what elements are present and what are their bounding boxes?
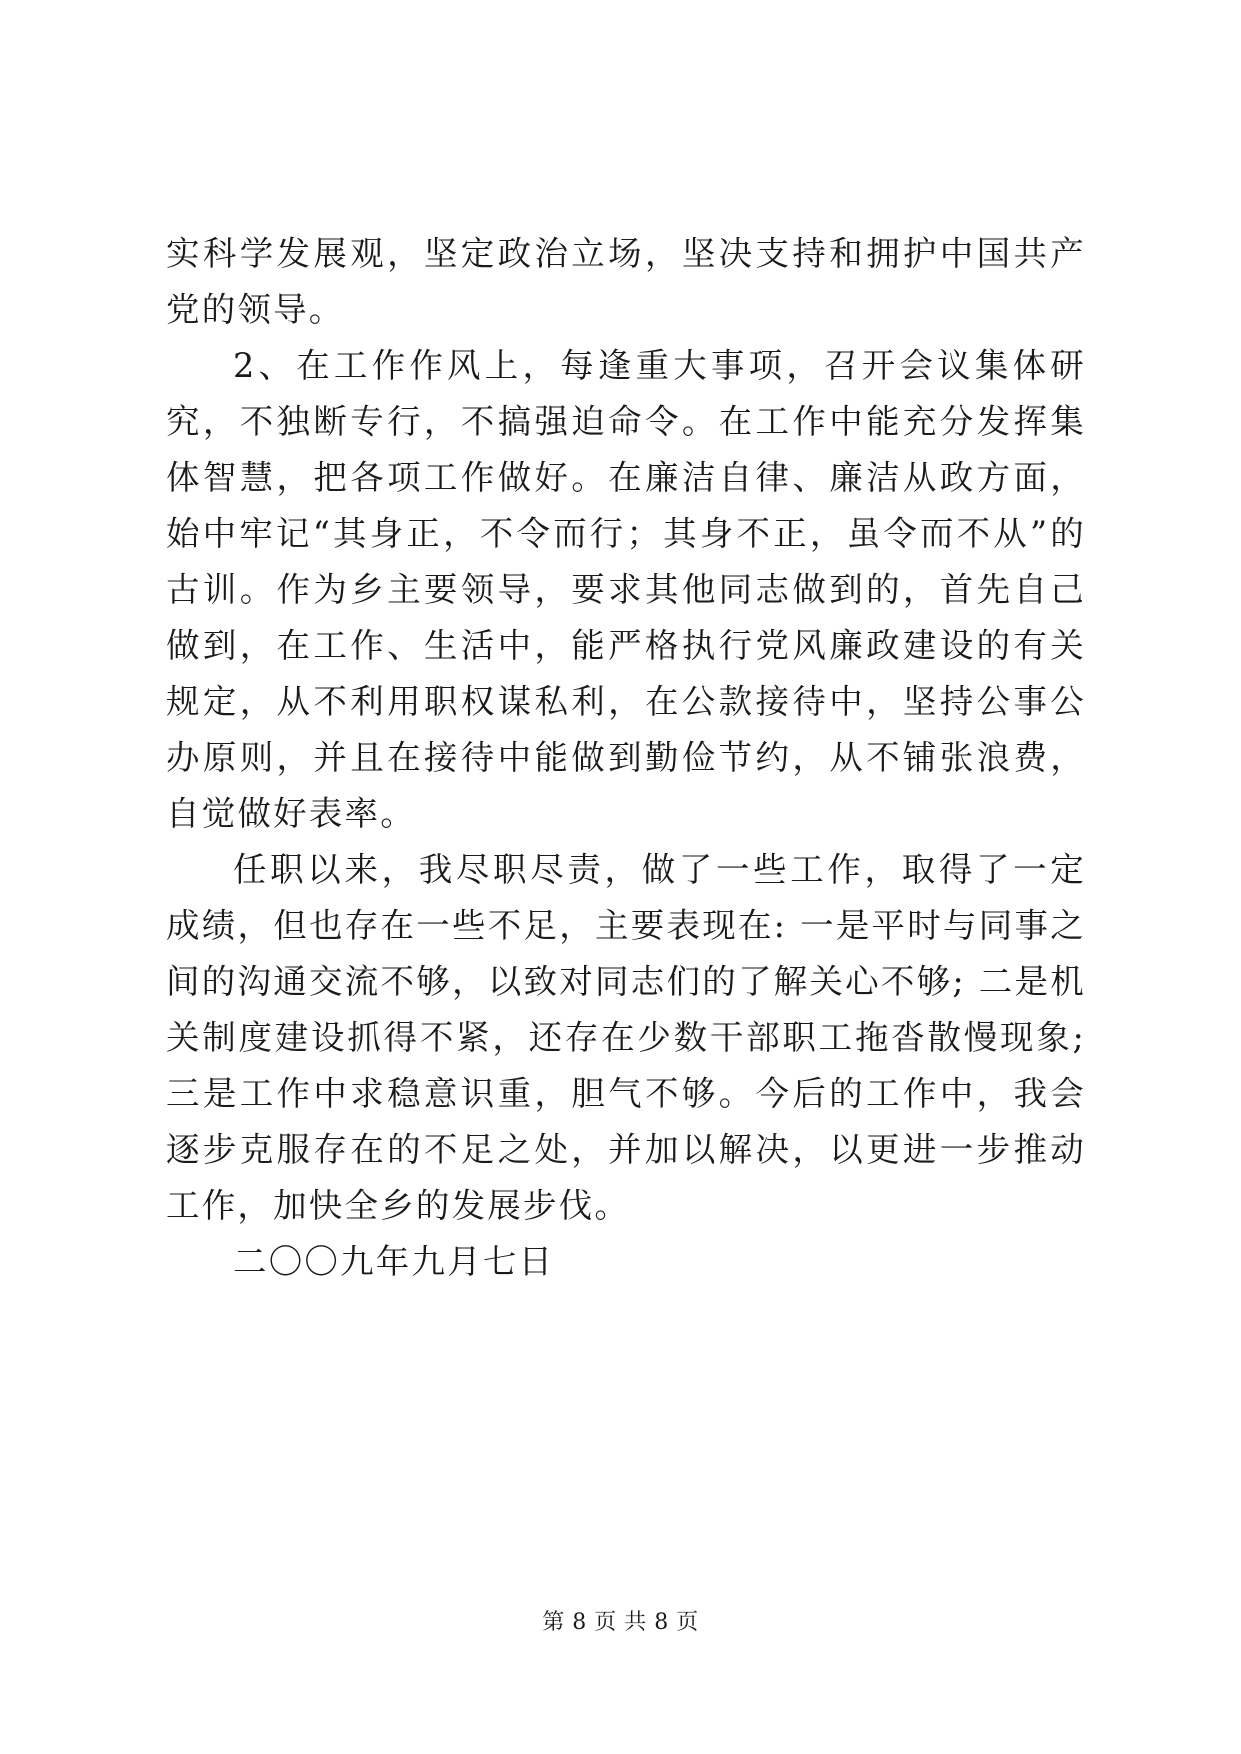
paragraph-work-style: 2、在工作作风上，每逢重大事项，召开会议集体研究，不独断专行，不搞强迫命令。在工作中能充分发挥集体智慧，把各项工作做好。在廉洁自律、廉洁从政方面，始中牢记“其身正，不令而行；其身不正，虽令而不从”的古训。作为乡主要领导，要求其他同志做到的，首先自己做到，在工作、生活中，能严格执行党风廉政建设的有关规定，从不利用职权谋私利，在公款接待中，坚持公事公办原则，并且在接待中能做到勤俭节约，从不铺张浪费，自觉做好表率。 <box>166 346 1086 833</box>
paragraph-continuation: 实科学发展观，坚定政治立场，坚决支持和拥护中国共产党的领导。 <box>166 234 1086 329</box>
paragraph-shortcomings: 任职以来，我尽职尽责，做了一些工作，取得了一定成绩，但也存在一些不足，主要表现在: 一是平时与同事之间的沟通交流不够，以致对同志们的了解关心不够; 二是机关制度建设抓得不紧，还存在少数干部职工拖沓散慢现象; 三是工作中求稳意识重，胆气不够。今后的工作中，我会逐步克服存在的不足之处，并加以解决，以更进一步推动工作，加快全乡的发展步伐。 <box>166 850 1086 1225</box>
document-body <box>166 226 1086 1290</box>
page-footer: 第 8 页 共 8 页 <box>542 1610 699 1635</box>
paragraph-date: 二〇〇九年九月七日 <box>233 1242 555 1281</box>
